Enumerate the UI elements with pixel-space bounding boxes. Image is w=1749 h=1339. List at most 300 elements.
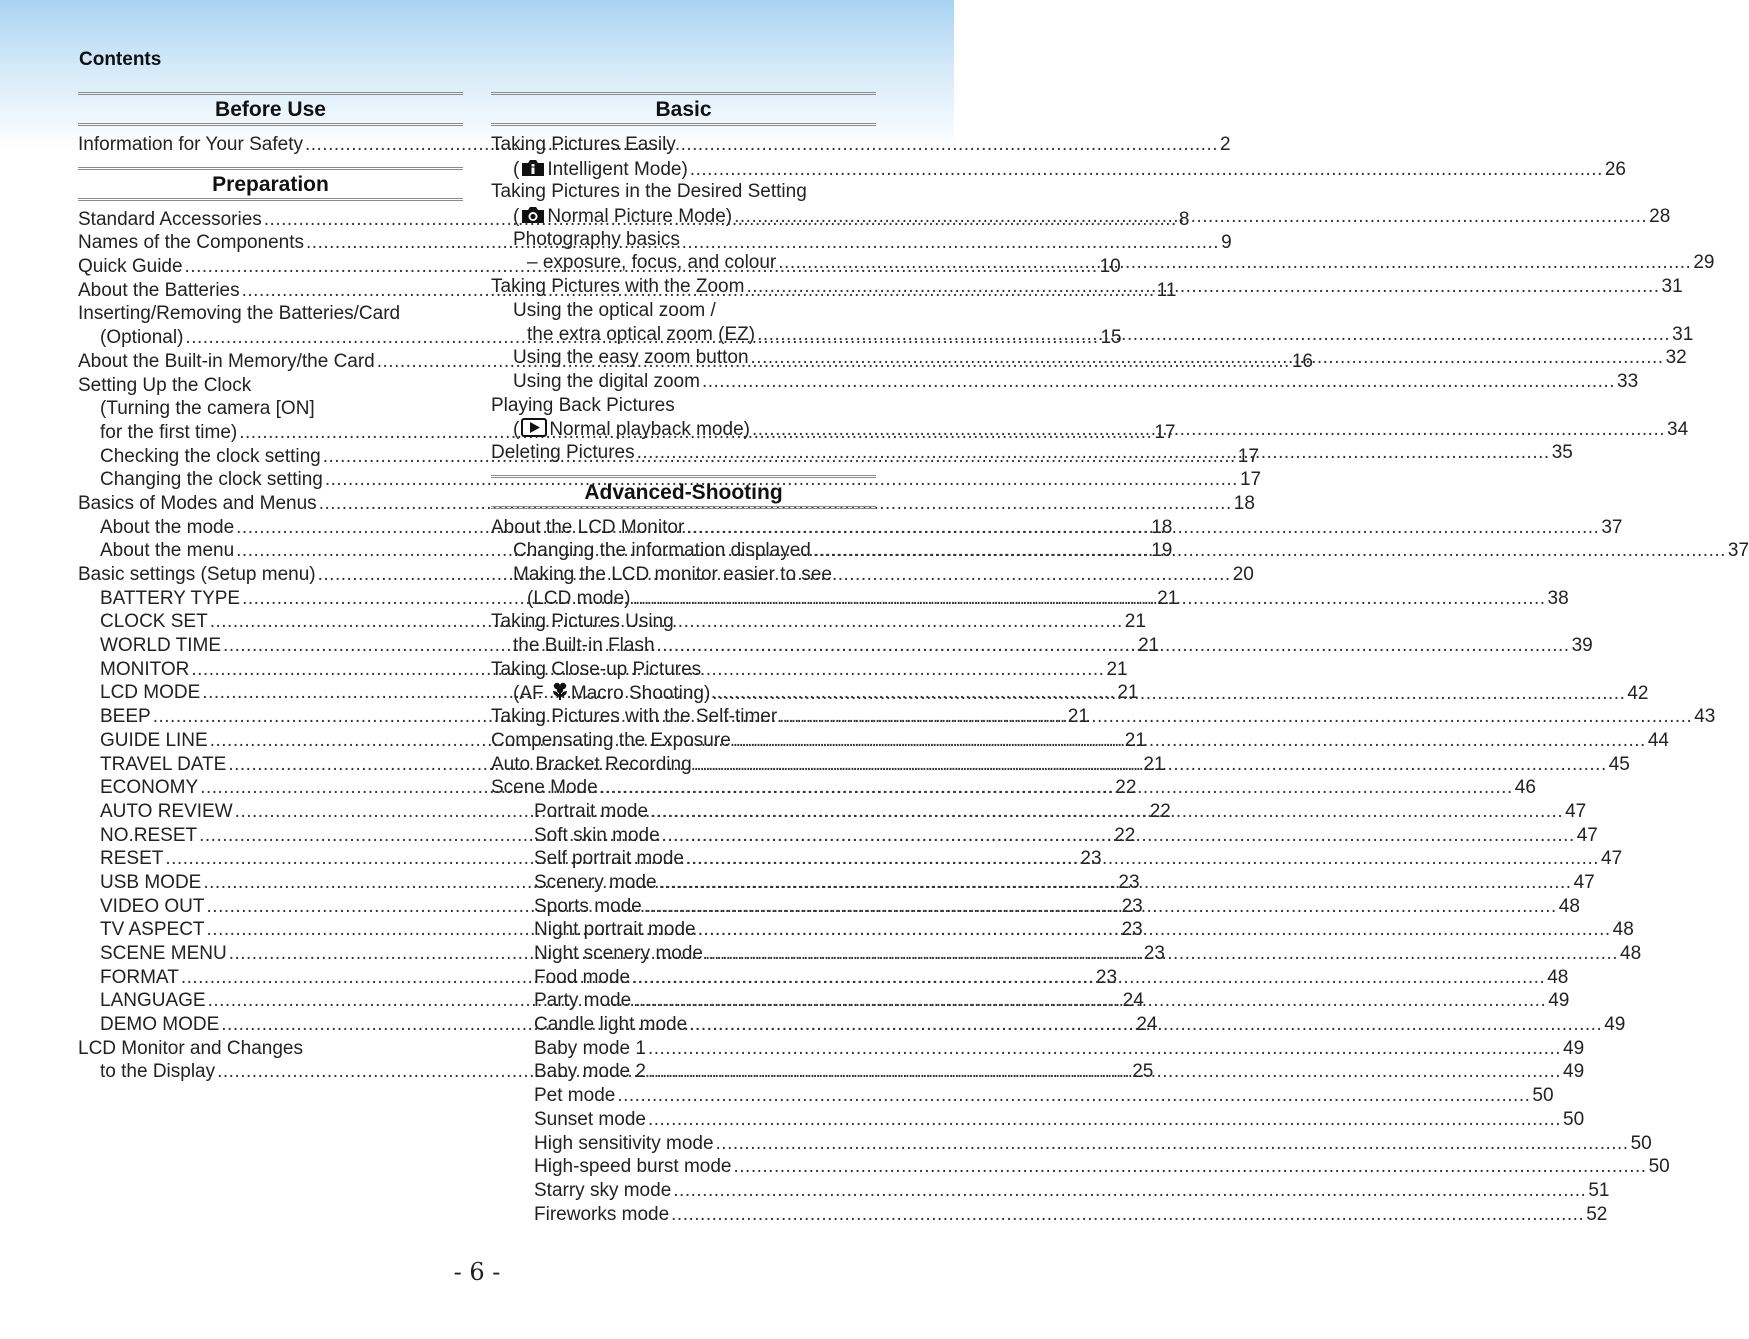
toc-entry-title (78, 1037, 303, 1061)
toc-entry[interactable] (491, 1203, 1608, 1227)
dot-leader (632, 966, 1545, 990)
toc-entry-title (100, 824, 197, 848)
toc-entry-title (527, 251, 776, 275)
toc-entry-text: DEMO MODE (100, 1014, 220, 1036)
dot-leader (734, 1155, 1647, 1179)
toc-page-number: 17 (1237, 445, 1259, 467)
toc-page-number: 47 (1601, 848, 1623, 870)
toc-entry-text: to the Display (100, 1061, 216, 1083)
page-title: Contents (79, 49, 162, 70)
toc-page-number: 24 (1122, 990, 1144, 1012)
toc-entry-title (78, 374, 251, 398)
toc-entry-text: SCENE MENU (100, 943, 227, 964)
toc-entry-text: Normal Picture Mode) (547, 206, 733, 228)
toc-entry-text: Using the digital zoom (513, 370, 700, 392)
dot-leader (690, 158, 1603, 182)
toc-page-number: 42 (1627, 683, 1649, 705)
toc-entry-title (534, 1013, 687, 1037)
toc-entry-text: Sports mode (534, 895, 642, 917)
toc-entry[interactable] (491, 1132, 1652, 1156)
toc-entry-title (513, 228, 680, 252)
intelligent-auto-icon (520, 157, 546, 184)
toc-entry-text: RESET (100, 848, 164, 870)
toc-entry-title (491, 133, 676, 157)
toc-page-number: 43 (1694, 706, 1716, 728)
toc-entry-text: BEEP (100, 706, 151, 728)
toc-entry-title (100, 539, 234, 563)
toc-entry-text: Deleting Pictures (491, 441, 635, 463)
toc-entry-title (534, 824, 660, 848)
toc-entry-text: About the Built-in Memory/the Card (78, 350, 375, 372)
toc-entry-title (100, 445, 321, 469)
toc-page-number: 21 (1138, 635, 1160, 657)
toc-page-number: 2 (1220, 134, 1231, 155)
toc-entry-title (491, 776, 598, 800)
toc-page-number: 49 (1563, 1037, 1585, 1059)
toc-entry-text: Taking Pictures Easily (491, 134, 676, 155)
toc-page-number: 19 (1151, 540, 1173, 562)
toc-page-number: 18 (1233, 492, 1255, 514)
toc-page-number: 32 (1665, 347, 1687, 369)
toc-entry-title (491, 516, 684, 540)
toc-entry-text: About the menu (100, 540, 235, 562)
toc-entry-title (513, 299, 716, 323)
toc-entry-text: Taking Pictures with the Zoom (491, 276, 745, 298)
toc-entry-title (491, 610, 674, 634)
toc-page-number: 33 (1617, 370, 1639, 392)
toc-entry-title (100, 1060, 215, 1084)
toc-entry-title (100, 705, 151, 729)
toc-entry[interactable] (78, 374, 463, 398)
toc-entry-title (534, 1084, 615, 1108)
toc-entry-text: Playing Back Pictures (491, 394, 675, 416)
playback-icon (520, 417, 548, 444)
toc-entry-title (534, 966, 630, 990)
toc-entry-text: TV ASPECT (100, 919, 205, 941)
toc-entry-title (513, 681, 710, 708)
toc-entry-title (78, 492, 317, 516)
toc-entry-title (513, 370, 700, 394)
toc-page-number: 23 (1143, 943, 1165, 964)
dot-leader (671, 1203, 1584, 1227)
toc-page-number: 28 (1649, 206, 1671, 228)
dot-leader (752, 418, 1665, 442)
toc-entry-text: About the LCD Monitor (491, 516, 685, 538)
page-number: - 6 - (453, 1258, 501, 1286)
dot-leader (686, 516, 1599, 540)
toc-entry-title (100, 326, 183, 350)
toc-entry-text: Information for Your Safety (78, 134, 303, 155)
toc-page-number: 34 (1667, 419, 1689, 441)
toc-entry-text: Checking the clock setting (100, 445, 321, 467)
toc-entry-text: Photography basics (513, 228, 680, 250)
toc-entry-title (491, 753, 692, 777)
dot-leader (698, 918, 1611, 942)
toc-page-number: 23 (1095, 966, 1118, 988)
toc-entry-prefix: ( (513, 206, 520, 228)
dot-leader (637, 441, 1550, 465)
toc-page-number: 50 (1630, 1132, 1652, 1154)
dot-leader (757, 323, 1670, 347)
toc-page-number: 8 (1178, 208, 1190, 230)
toc-entry-text: TRAVEL DATE (100, 753, 227, 775)
toc-page-number: 26 (1604, 158, 1626, 180)
toc-entry-text: Sunset mode (534, 1108, 646, 1130)
toc-page-number: 50 (1532, 1085, 1554, 1107)
toc-entry[interactable] (491, 157, 1626, 181)
toc-entry[interactable] (491, 204, 1671, 228)
toc-entry-text: Basic settings (Setup menu) (78, 564, 316, 585)
toc-entry-title (100, 587, 240, 611)
toc-page-number: 22 (1115, 777, 1137, 799)
toc-entry-text: USB MODE (100, 871, 202, 893)
toc-entry-text: the Built-in Flash (513, 635, 655, 657)
toc-entry-text: Scenery mode (534, 871, 657, 893)
toc-entry-title (491, 729, 731, 753)
toc-entry-title (534, 1179, 671, 1203)
toc-entry-title (100, 895, 205, 919)
dot-leader (746, 275, 1659, 299)
section-heading-before-use: Before Use (78, 92, 463, 126)
toc-page-number: 31 (1672, 323, 1694, 345)
toc-page-number: 37 (1727, 540, 1749, 562)
toc-entry-text: About the Batteries (78, 279, 240, 301)
dot-leader (648, 1108, 1561, 1132)
toc-entry-title (534, 871, 657, 895)
toc-entry-text: Fireworks mode (534, 1203, 670, 1225)
toc-entry-title (100, 776, 198, 800)
toc-entry-text: Making the LCD monitor easier to see (513, 564, 832, 585)
dot-leader (686, 847, 1599, 871)
toc-page-number: 20 (1232, 564, 1254, 585)
toc-entry-text: Quick Guide (78, 256, 183, 278)
toc-entry-text: Soft skin mode (534, 824, 660, 846)
toc-entry-title (534, 918, 696, 942)
dot-leader (657, 634, 1570, 658)
dot-leader (716, 1132, 1629, 1156)
toc-page-number: 47 (1565, 800, 1587, 822)
dot-leader (659, 871, 1572, 895)
toc-page-number: 38 (1547, 587, 1569, 609)
toc-entry-text: VIDEO OUT (100, 895, 205, 917)
dot-leader (734, 205, 1647, 229)
toc-entry-prefix: (AF (513, 683, 549, 705)
toc-entry-text: Night portrait mode (534, 919, 696, 941)
toc-entry-title (513, 204, 732, 231)
dot-leader (778, 251, 1691, 275)
toc-entry[interactable] (491, 1037, 1585, 1061)
toc-entry-title (491, 180, 807, 204)
toc-entry-text: the extra optical zoom (EZ) (527, 323, 756, 345)
toc-page-number: 23 (1121, 895, 1143, 917)
toc-page-number: 21 (1124, 729, 1146, 751)
toc-entry-text: Taking Pictures in the Desired Setting (491, 181, 807, 203)
toc-entry-title (100, 729, 208, 753)
toc-entry-title (100, 1013, 219, 1037)
toc-entry-text: AUTO REVIEW (100, 800, 233, 822)
toc-entry-text: Basics of Modes and Menus (78, 492, 317, 514)
toc-entry-text: (Optional) (100, 327, 184, 349)
dot-leader (650, 800, 1563, 824)
dot-leader (779, 705, 1692, 729)
toc-entry[interactable] (491, 370, 1639, 394)
toc-entry-title (100, 468, 323, 492)
toc-page-number: 49 (1548, 990, 1570, 1012)
toc-entry-text: Changing the information displayed (513, 540, 811, 562)
toc-entry-title (534, 1108, 646, 1132)
dot-leader (600, 776, 1513, 800)
toc-entry-text: BATTERY TYPE (100, 587, 241, 609)
section-heading-preparation: Preparation (78, 167, 463, 201)
toc-page-number: 23 (1121, 919, 1143, 941)
toc-entry-title (513, 157, 688, 184)
toc-entry-title (100, 753, 226, 777)
toc-entry-text: Food mode (534, 966, 631, 988)
toc-entry-text: High-speed burst mode (534, 1156, 732, 1178)
toc-page-number: 50 (1648, 1156, 1670, 1178)
toc-page-number: 51 (1588, 1179, 1610, 1201)
toc-entry-text: Inserting/Removing the Batteries/Card (78, 303, 401, 325)
toc-page-number: 9 (1221, 232, 1232, 254)
toc-entry[interactable] (491, 658, 876, 682)
toc-page-number: 49 (1604, 1014, 1626, 1036)
toc-entry-text: Names of the Components (78, 232, 305, 254)
toc-entry-title (78, 350, 375, 374)
toc-entry-text: ECONOMY (100, 777, 199, 799)
toc-entry-title (513, 563, 832, 587)
toc-entry-title (100, 658, 189, 682)
toc-entry-title (527, 587, 630, 611)
dot-leader (689, 1013, 1602, 1037)
toc-entry-title (491, 275, 744, 299)
toc-entry-prefix: ( (513, 158, 520, 180)
toc-entry[interactable] (491, 1155, 1670, 1179)
toc-entry-text: High sensitivity mode (534, 1132, 714, 1154)
toc-entry-title (534, 895, 642, 919)
section-heading-basic: Basic (491, 92, 876, 126)
section-heading-advanced-shooting: Advanced-Shooting (491, 475, 876, 509)
toc-entry-text: Changing the clock setting (100, 469, 323, 491)
dot-leader (702, 370, 1615, 394)
dot-leader (733, 729, 1646, 753)
toc-entry[interactable] (491, 1084, 1554, 1108)
dot-leader (662, 824, 1575, 848)
toc-entry-title (534, 847, 684, 871)
toc-page-number: 49 (1563, 1061, 1585, 1083)
toc-page-number: 22 (1114, 824, 1136, 846)
toc-entry-title (100, 989, 206, 1013)
toc-entry[interactable] (78, 397, 463, 421)
toc-entry-title (491, 658, 701, 682)
toc-entry-text: GUIDE LINE (100, 729, 208, 751)
toc-page-number: 23 (1118, 871, 1140, 893)
toc-entry[interactable] (491, 133, 876, 157)
toc-entry-text: CLOCK SET (100, 611, 208, 633)
dot-leader (644, 895, 1557, 919)
toc-entry[interactable] (491, 299, 876, 323)
toc-page-number: 48 (1558, 895, 1580, 917)
toc-entry-title (100, 918, 205, 942)
toc-page-number: 16 (1291, 350, 1313, 372)
toc-entry-title (491, 394, 675, 418)
toc-page-number: 21 (1157, 587, 1179, 609)
dot-leader (705, 942, 1618, 966)
toc-entry[interactable] (491, 394, 876, 418)
toc-page-number: 47 (1576, 824, 1598, 846)
toc-page-number: 47 (1573, 871, 1595, 893)
toc-page-number: 44 (1647, 729, 1669, 751)
toc-page-number: 37 (1601, 516, 1623, 538)
dot-leader (633, 989, 1546, 1013)
toc-entry-text: Starry sky mode (534, 1179, 672, 1201)
toc-entry-text: LCD MODE (100, 682, 201, 704)
toc-page-number: 21 (1143, 753, 1165, 775)
dot-leader (813, 539, 1726, 563)
toc-page-number: 11 (1156, 279, 1177, 301)
toc-entry-text: WORLD TIME (100, 635, 222, 657)
toc-entry-title (100, 871, 201, 895)
toc-entry-title (513, 634, 655, 658)
toc-entry-title (100, 942, 227, 966)
toc-page-number: 15 (1100, 327, 1122, 349)
toc-entry-text: Baby mode 1 (534, 1037, 646, 1059)
toc-entry-title (100, 847, 163, 871)
toc-entry-title (534, 942, 703, 966)
toc-entry-title (100, 681, 200, 705)
toc-entry[interactable] (491, 180, 876, 204)
toc-entry-text: Portrait mode (534, 800, 649, 822)
toc-entry-title (100, 966, 179, 990)
toc-entry-text: About the mode (100, 516, 235, 538)
toc-entry-text: Taking Pictures Using (491, 611, 674, 633)
toc-page-number: 50 (1563, 1108, 1585, 1130)
toc-page-number: 24 (1136, 1014, 1158, 1036)
toc-entry-text: Baby mode 2 (534, 1061, 646, 1083)
toc-entry-text: Auto Bracket Recording (491, 753, 692, 775)
dot-leader (751, 346, 1664, 370)
toc-entry-title (527, 323, 755, 347)
toc-entry[interactable] (491, 1108, 1585, 1132)
toc-entry-title (100, 610, 208, 634)
toc-entry-text: Normal playback mode) (549, 419, 750, 441)
toc-entry[interactable] (491, 610, 876, 634)
toc-entry[interactable] (78, 1037, 463, 1061)
toc-entry-prefix: ( (513, 419, 520, 441)
toc-entry-title (513, 346, 749, 370)
toc-entry-title (534, 1203, 669, 1227)
toc-entry-title (78, 279, 240, 303)
camera-icon (520, 204, 546, 231)
toc-entry-text: Candle light mode (534, 1014, 688, 1036)
toc-page-number: 31 (1661, 276, 1683, 298)
toc-page-number: 39 (1571, 635, 1593, 657)
toc-entry-title (513, 539, 811, 563)
toc-entry-text: Using the optical zoom / (513, 299, 716, 321)
toc-entry-text: Taking Pictures with the Self-timer (491, 706, 778, 728)
toc-entry-title (100, 421, 237, 445)
toc-entry-text: Macro Shooting) (570, 683, 711, 705)
toc-entry-text: – exposure, focus, and colour (527, 252, 777, 274)
toc-entry-title (100, 800, 233, 824)
toc-page-number: 48 (1547, 966, 1569, 988)
toc-entry-title (100, 516, 234, 540)
toc-entry-title (78, 133, 303, 157)
toc-page-number: 21 (1067, 706, 1089, 728)
toc-page-number: 10 (1099, 256, 1121, 278)
dot-leader (712, 682, 1625, 706)
toc-entry-text: FORMAT (100, 966, 179, 988)
dot-leader (648, 1060, 1561, 1084)
toc-page-number: 21 (1117, 682, 1139, 704)
toc-entry-text: Night scenery mode (534, 943, 703, 964)
dot-leader (632, 587, 1545, 611)
toc-page-number: 35 (1551, 441, 1573, 463)
toc-entry[interactable] (491, 563, 876, 587)
toc-entry-title (513, 417, 750, 444)
toc-page-number: 21 (1124, 611, 1146, 633)
toc-entry-title (78, 208, 262, 232)
toc-page-number: 45 (1608, 753, 1630, 775)
toc-entry[interactable] (491, 1179, 1610, 1203)
toc-entry-title (100, 397, 315, 421)
toc-entry-text: Pet mode (534, 1085, 616, 1107)
toc-page-number: 18 (1151, 516, 1173, 538)
toc-entry-text: LCD Monitor and Changes (78, 1037, 303, 1059)
toc-entry[interactable] (78, 302, 463, 326)
toc-entry-title (534, 800, 648, 824)
toc-page-number: 29 (1693, 252, 1715, 274)
toc-entry-text: Compensating the Exposure (491, 729, 731, 751)
toc-entry-text: (LCD mode) (527, 587, 631, 609)
toc-entry[interactable] (491, 228, 876, 252)
toc-page-number: 17 (1239, 469, 1262, 491)
toc-entry-text: for the first time) (100, 421, 238, 443)
toc-entry-text: Using the easy zoom button (513, 347, 749, 369)
macro-flower-icon (550, 681, 570, 708)
toc-entry-title (78, 255, 183, 279)
dot-leader (617, 1084, 1530, 1108)
toc-entry-title (534, 989, 631, 1013)
toc-entry-title (534, 1060, 646, 1084)
toc-entry-title (100, 634, 221, 658)
toc-entry-text: MONITOR (100, 658, 190, 680)
toc-page-number: 22 (1149, 800, 1171, 822)
dot-leader (673, 1179, 1586, 1203)
toc-page-number: 48 (1612, 919, 1634, 941)
toc-entry-text: Scene Mode (491, 777, 598, 799)
toc-page-number: 48 (1620, 943, 1642, 964)
toc-entry-title (534, 1132, 714, 1156)
toc-entry-text: LANGUAGE (100, 990, 206, 1012)
toc-entry-title (78, 302, 400, 326)
toc-entry-text: Self portrait mode (534, 848, 684, 870)
toc-entry-title (491, 705, 777, 729)
toc-entry-text: Party mode (534, 990, 632, 1012)
toc-entry-text: Taking Close-up Pictures (491, 658, 702, 680)
dot-leader (694, 753, 1607, 777)
toc-page-number: 21 (1106, 658, 1128, 680)
dot-leader (648, 1037, 1561, 1061)
toc-entry-title (534, 1155, 732, 1179)
toc-page-number: 46 (1514, 777, 1536, 799)
toc-page-number: 23 (1080, 848, 1102, 870)
toc-entry-text: Intelligent Mode) (547, 158, 688, 180)
toc-entry-text: NO.RESET (100, 824, 198, 846)
toc-page-number: 25 (1132, 1061, 1154, 1083)
toc-entry-text: Setting Up the Clock (78, 374, 252, 396)
toc-entry-title (534, 1037, 646, 1061)
toc-page-number: 52 (1586, 1203, 1608, 1225)
